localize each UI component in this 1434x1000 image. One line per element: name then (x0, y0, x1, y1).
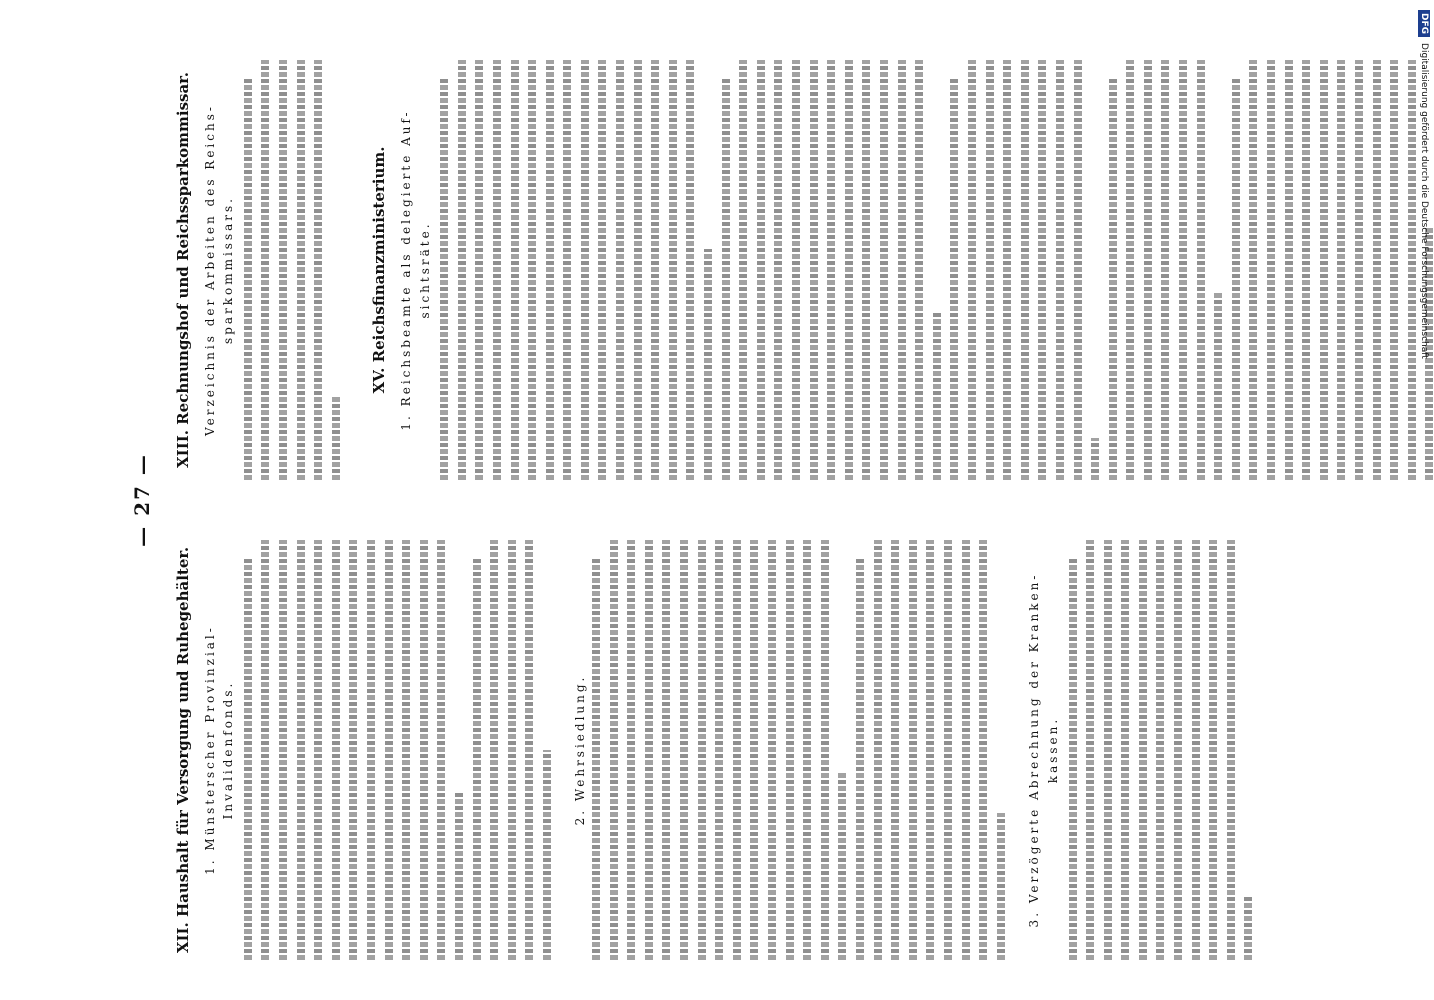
subsection-2-title: 2. Wehrsiedlung. (573, 674, 588, 826)
section-xiii-title: XIII. Rechnungshof und Reichssparkommissar. (174, 72, 192, 468)
subsection-3-title-line2: kassen. (1045, 716, 1060, 784)
paragraph-xv-2 (722, 60, 948, 480)
dfg-logo: DFG (1418, 10, 1430, 37)
digitization-credit (1410, 10, 1430, 970)
paragraph-1-1 (244, 540, 470, 960)
rotated-page-content (130, 20, 1310, 980)
paragraph-1-2 (473, 540, 558, 960)
paragraph-xv-1 (440, 60, 719, 480)
right-column (176, 60, 1434, 480)
page-number: — 27 — (130, 453, 154, 547)
paragraph-2-1 (592, 540, 853, 960)
xiii-subsection-title-line2: sparkommissars. (221, 196, 236, 345)
subsection-1-title: 1. Münsterscher Provinzial- (202, 625, 217, 875)
xv-subsection-title-line2: sichtsräte. (417, 221, 432, 319)
left-column (176, 540, 1259, 960)
dfg-credit-label: Digitalisierung gefördert durch die Deutsche Forschungsgemeinschaft (1419, 43, 1429, 359)
paragraph-xiii-1 (244, 60, 347, 480)
paragraph-xv-3 (950, 60, 1105, 480)
xv-subsection-title: 1. Reichsbeamte als delegierte Auf- (398, 109, 413, 431)
subsection-1-title-line2: Invalidenfonds. (221, 680, 236, 820)
subsection-3-title: 3. Verzögerte Abrechnung der Kranken- (1027, 572, 1042, 928)
xiii-subsection-title: Verzeichnis der Arbeiten des Reichs- (202, 104, 217, 436)
paragraph-3-1 (1069, 540, 1260, 960)
section-xv-title: XV. Reichsfinanzministerium. (370, 146, 389, 394)
section-xii-title: XII. Haushalt für Versorgung und Ruhegehälter. (174, 546, 192, 954)
paragraph-xv-4 (1109, 60, 1229, 480)
paragraph-2-2 (856, 540, 1011, 960)
digitization-credit-text (1418, 10, 1430, 359)
paragraph-xv-5 (1232, 60, 1434, 480)
